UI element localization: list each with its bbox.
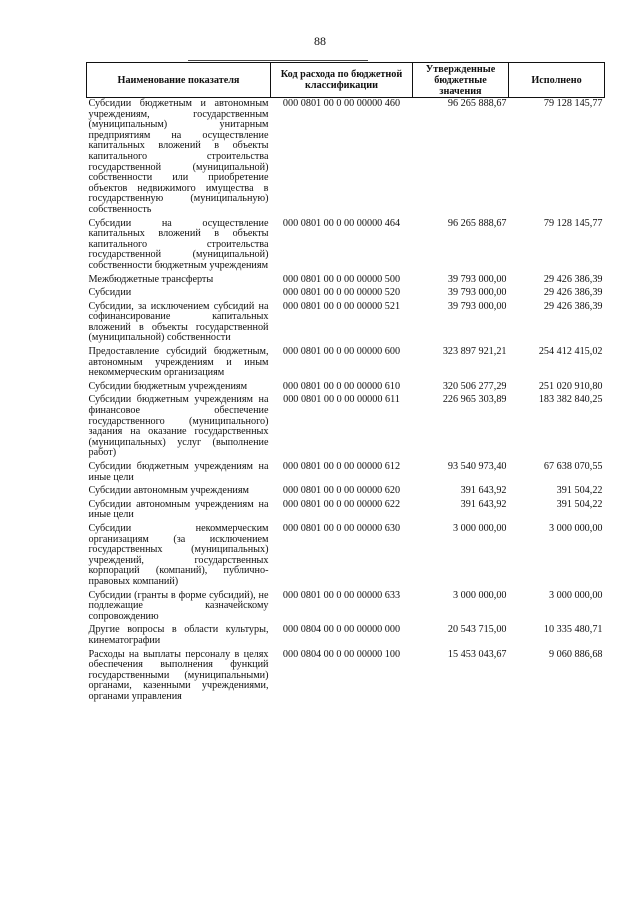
table-header-row — [87, 63, 605, 98]
row-executed: 29 426 386,39 — [543, 287, 603, 299]
row-executed: 29 426 386,39 — [543, 300, 603, 312]
row-executed: 3 000 000,00 — [549, 522, 603, 534]
row-executed: 391 504,22 — [556, 498, 603, 510]
row-code: 000 0801 00 0 00 00000 612 — [282, 461, 401, 472]
row-executed: 79 128 145,77 — [543, 98, 603, 109]
row-approved: 391 643,92 — [460, 485, 507, 497]
table-row — [87, 346, 605, 381]
row-code: 000 0801 00 0 00 00000 460 — [282, 98, 401, 109]
row-approved: 320 506 277,29 — [442, 380, 507, 392]
row-executed: 67 638 070,55 — [543, 461, 603, 472]
page-number: 88 — [314, 34, 326, 48]
row-executed: 391 504,22 — [556, 485, 603, 497]
table-row — [87, 461, 605, 485]
row-name: Субсидии бюджетным учреждениям на финансовое обеспечение государственного (муниципального) задания на оказание государственных (муниципальных) услуг (выполнение работ) — [88, 394, 269, 459]
row-approved: 93 540 973,40 — [447, 461, 507, 472]
row-approved: 39 793 000,00 — [447, 300, 507, 312]
row-executed: 254 412 415,02 — [538, 346, 603, 358]
row-code: 000 0804 00 0 00 00000 000 — [282, 624, 401, 636]
row-name: Субсидии автономным учреждениям на иные цели — [88, 498, 269, 521]
row-name: Субсидии бюджетным и автономным учреждениям, государственным (муниципальным) унитарным предприятиям на осуществление капитальных вложений в объекты капитального строительства государственной (муниципальной) собственности или приобретение объектов недвижимого имущества в государственную (муниципальную) собственность — [88, 98, 269, 215]
table-row — [87, 523, 605, 590]
row-code: 000 0801 00 0 00 00000 610 — [282, 380, 401, 392]
row-approved: 39 793 000,00 — [447, 273, 507, 285]
row-name: Межбюджетные трансферты — [88, 273, 214, 285]
row-code: 000 0801 00 0 00 00000 600 — [282, 346, 401, 358]
row-name: Предоставление субсидий бюджетным, автономным учреждениям и иным некоммерческим организациям — [88, 346, 269, 379]
row-executed: 29 426 386,39 — [543, 273, 603, 285]
row-code: 000 0801 00 0 00 00000 630 — [282, 522, 401, 534]
row-code: 000 0801 00 0 00 00000 620 — [282, 485, 401, 497]
table-row — [87, 590, 605, 625]
row-approved: 3 000 000,00 — [453, 522, 507, 534]
row-code: 000 0801 00 0 00 00000 521 — [282, 300, 401, 312]
row-approved: 96 265 888,67 — [447, 98, 507, 109]
row-name: Субсидии, за исключением субсидий на софинансирование капитальных вложений в объекты государственной (муниципальной) собственности — [88, 300, 269, 344]
row-approved: 96 265 888,67 — [447, 217, 507, 229]
row-executed: 9 060 886,68 — [549, 648, 603, 660]
row-name: Субсидии — [88, 287, 132, 299]
row-code: 000 0801 00 0 00 00000 464 — [282, 217, 401, 229]
row-name: Субсидии автономным учреждениям — [88, 485, 249, 497]
row-approved: 226 965 303,89 — [442, 394, 507, 406]
row-approved: 20 543 715,00 — [447, 624, 507, 636]
budget-table — [86, 62, 605, 704]
header-name: Наименование показателя — [87, 63, 271, 98]
table-body — [87, 98, 605, 705]
header-executed: Исполнено — [509, 63, 605, 98]
row-name: Расходы на выплаты персоналу в целях обеспечения выполнения функций государственными (муниципальными) органами, казенными учреждениями, органами управления — [88, 648, 269, 702]
row-code: 000 0801 00 0 00 00000 622 — [282, 498, 401, 510]
table-row — [87, 485, 605, 499]
row-name: Субсидии некоммерческим организациям (за исключением государственных (муниципальных) учреждений, государственных корпораций (компаний), публично-правовых компаний) — [88, 522, 269, 587]
row-name: Субсидии бюджетным учреждениям на иные цели — [88, 461, 269, 483]
table-row — [87, 287, 605, 301]
row-name: Субсидии (гранты в форме субсидий), не подлежащие казначейскому сопровождению — [88, 589, 269, 622]
row-approved: 3 000 000,00 — [453, 589, 507, 601]
table-row — [87, 381, 605, 395]
row-code: 000 0801 00 0 00 00000 633 — [282, 589, 401, 601]
row-code: 000 0804 00 0 00 00000 100 — [282, 648, 401, 660]
row-name: Другие вопросы в области культуры, кинематографии — [88, 624, 269, 646]
table-row — [87, 649, 605, 705]
row-approved: 323 897 921,21 — [442, 346, 507, 358]
row-approved: 39 793 000,00 — [447, 287, 507, 299]
row-executed: 3 000 000,00 — [549, 589, 603, 601]
table-row — [87, 98, 605, 218]
row-code: 000 0801 00 0 00 00000 611 — [283, 394, 400, 406]
header-code: Код расхода по бюджетной классификации — [271, 63, 413, 98]
row-executed: 183 382 840,25 — [538, 394, 603, 406]
row-executed: 79 128 145,77 — [543, 217, 603, 229]
table-row — [87, 394, 605, 461]
row-name: Субсидии бюджетным учреждениям — [88, 380, 248, 392]
header-approved: Утвержденные бюджетные значения — [413, 63, 509, 98]
table-row — [87, 274, 605, 288]
row-approved: 391 643,92 — [460, 498, 507, 510]
row-approved: 15 453 043,67 — [447, 648, 507, 660]
row-name: Субсидии на осуществление капитальных вложений в объекты капитального строительства государственной (муниципальной) собственности бюджетным учреждениям — [88, 217, 269, 271]
row-executed: 10 335 480,71 — [543, 624, 603, 636]
row-code: 000 0801 00 0 00 00000 520 — [282, 287, 401, 299]
table-row — [87, 499, 605, 523]
top-rule — [188, 60, 368, 61]
row-executed: 251 020 910,80 — [538, 380, 603, 392]
table-row — [87, 624, 605, 648]
row-code: 000 0801 00 0 00 00000 500 — [282, 273, 401, 285]
table-row — [87, 301, 605, 346]
table-row — [87, 218, 605, 274]
